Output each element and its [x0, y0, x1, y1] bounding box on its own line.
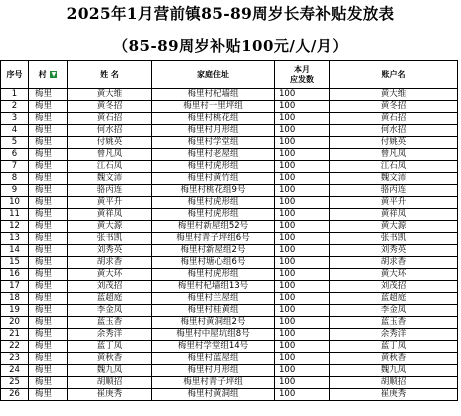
cell-account[interactable]: 胡求香 — [330, 257, 458, 269]
cell-village[interactable]: 梅里 — [29, 125, 68, 137]
cell-no[interactable]: 17 — [1, 281, 29, 293]
cell-name[interactable]: 曾凡凤 — [68, 149, 152, 161]
cell-no[interactable]: 20 — [1, 317, 29, 329]
cell-name[interactable]: 刘茂招 — [68, 281, 152, 293]
sheet-title: 2025年1月营前镇85-89周岁长寿补贴发放表 — [66, 4, 395, 23]
table-row — [1, 317, 458, 329]
cell-no[interactable]: 2 — [1, 101, 29, 113]
cell-village[interactable]: 梅里 — [29, 257, 68, 269]
cell-name[interactable]: 黄大源 — [68, 221, 152, 233]
cell-name[interactable]: 胡顺招 — [68, 377, 152, 389]
sheet-subtitle: （85-89周岁补贴100元/人/月） — [113, 37, 348, 55]
table-row — [1, 305, 458, 317]
cell-village[interactable]: 梅里 — [29, 221, 68, 233]
cell-no[interactable]: 11 — [1, 209, 29, 221]
cell-name[interactable]: 付姚英 — [68, 137, 152, 149]
header-account-label: 账户名 — [381, 69, 406, 79]
cell-no[interactable]: 23 — [1, 353, 29, 365]
cell-address[interactable]: 梅里村月形组 — [152, 365, 275, 377]
cell-amount[interactable]: 100 — [275, 305, 330, 317]
cell-account[interactable]: 蓝超庭 — [330, 293, 458, 305]
table-row — [1, 197, 458, 209]
cell-village[interactable]: 梅里 — [29, 197, 68, 209]
cell-name[interactable]: 魏文沛 — [68, 173, 152, 185]
cell-address[interactable]: 梅里村蓝屋组 — [152, 353, 275, 365]
table-row — [1, 209, 458, 221]
cell-name[interactable]: 黄祥凤 — [68, 209, 152, 221]
table-row — [1, 341, 458, 353]
cell-account[interactable]: 黄秋香 — [330, 353, 458, 365]
cell-village[interactable]: 梅里 — [29, 113, 68, 125]
header-amount-label-1: 本月 — [294, 64, 310, 74]
header-village[interactable] — [29, 61, 68, 89]
cell-amount[interactable]: 100 — [275, 113, 330, 125]
header-no[interactable] — [1, 61, 29, 89]
cell-village[interactable]: 梅里 — [29, 329, 68, 341]
cell-address[interactable]: 梅里村青子坪组 — [152, 377, 275, 389]
cell-account[interactable]: 黄石招 — [330, 113, 458, 125]
table-row — [1, 101, 458, 113]
cell-address[interactable]: 梅里村虎形组 — [152, 209, 275, 221]
filter-dropdown-icon[interactable]: ▼ — [51, 70, 57, 78]
cell-village[interactable]: 梅里 — [29, 161, 68, 173]
cell-name[interactable]: 刘秀英 — [68, 245, 152, 257]
cell-no[interactable]: 16 — [1, 269, 29, 281]
cell-address[interactable]: 梅里村兰屋组 — [152, 293, 275, 305]
cell-account[interactable]: 崔庚秀 — [330, 389, 458, 401]
cell-amount[interactable]: 100 — [275, 317, 330, 329]
cell-address[interactable]: 梅里村杞墙组 — [152, 89, 275, 101]
cell-account[interactable]: 何水招 — [330, 125, 458, 137]
cell-address[interactable]: 梅里村黄洞组 — [152, 389, 275, 401]
cell-amount[interactable]: 100 — [275, 137, 330, 149]
cell-no[interactable]: 1 — [1, 89, 29, 101]
cell-no[interactable]: 22 — [1, 341, 29, 353]
cell-amount[interactable]: 100 — [275, 281, 330, 293]
cell-amount[interactable]: 100 — [275, 125, 330, 137]
cell-no[interactable]: 7 — [1, 161, 29, 173]
cell-village[interactable]: 梅里 — [29, 305, 68, 317]
cell-address[interactable]: 梅里村黄洞组2号 — [152, 317, 275, 329]
table-row — [1, 365, 458, 377]
cell-amount[interactable]: 100 — [275, 269, 330, 281]
cell-amount[interactable]: 100 — [275, 185, 330, 197]
cell-address[interactable]: 梅里村虎形组 — [152, 269, 275, 281]
cell-no[interactable]: 25 — [1, 377, 29, 389]
cell-village[interactable]: 梅里 — [29, 365, 68, 377]
cell-account[interactable]: 魏九凤 — [330, 365, 458, 377]
cell-name[interactable]: 崔庚秀 — [68, 389, 152, 401]
cell-village[interactable]: 梅里 — [29, 353, 68, 365]
cell-address[interactable]: 梅里村塘心组6号 — [152, 257, 275, 269]
cell-amount[interactable]: 100 — [275, 293, 330, 305]
cell-no[interactable]: 5 — [1, 137, 29, 149]
cell-village[interactable]: 梅里 — [29, 293, 68, 305]
cell-account[interactable]: 蓝丁凤 — [330, 341, 458, 353]
cell-no[interactable]: 4 — [1, 125, 29, 137]
cell-name[interactable]: 蓝玉香 — [68, 317, 152, 329]
table-row — [1, 161, 458, 173]
cell-account[interactable]: 魏文沛 — [330, 173, 458, 185]
cell-address[interactable]: 梅里村桂黄组 — [152, 305, 275, 317]
table-row — [1, 233, 458, 245]
header-name-label: 姓 名 — [100, 69, 119, 79]
cell-account[interactable]: 张书凯 — [330, 233, 458, 245]
cell-amount[interactable]: 100 — [275, 257, 330, 269]
table-row — [1, 221, 458, 233]
table-row — [1, 113, 458, 125]
table-row — [1, 137, 458, 149]
cell-address[interactable]: 梅里村老屋组 — [152, 149, 275, 161]
cell-address[interactable]: 梅里村杞墙组13号 — [152, 281, 275, 293]
cell-address[interactable]: 梅里村一里坪组 — [152, 101, 275, 113]
cell-name[interactable]: 胡求香 — [68, 257, 152, 269]
cell-account[interactable]: 蓝玉香 — [330, 317, 458, 329]
cell-name[interactable]: 江石凤 — [68, 161, 152, 173]
cell-no[interactable]: 26 — [1, 389, 29, 401]
cell-address[interactable]: 梅里村黄竹组 — [152, 173, 275, 185]
cell-village[interactable]: 梅里 — [29, 173, 68, 185]
table-row — [1, 257, 458, 269]
cell-no[interactable]: 3 — [1, 113, 29, 125]
cell-account[interactable]: 黄大维 — [330, 89, 458, 101]
cell-address[interactable]: 梅里村桃花组 — [152, 113, 275, 125]
cell-amount[interactable]: 100 — [275, 245, 330, 257]
cell-amount[interactable]: 100 — [275, 377, 330, 389]
cell-village[interactable]: 梅里 — [29, 269, 68, 281]
cell-address[interactable]: 梅里村桃花组9号 — [152, 185, 275, 197]
cell-account[interactable]: 黄大源 — [330, 221, 458, 233]
header-name[interactable] — [68, 61, 152, 89]
header-row — [1, 61, 458, 89]
cell-address[interactable]: 梅里村青子坪组6号 — [152, 233, 275, 245]
cell-account[interactable]: 黄祥凤 — [330, 209, 458, 221]
table-row — [1, 149, 458, 161]
cell-village[interactable]: 梅里 — [29, 209, 68, 221]
cell-amount[interactable]: 100 — [275, 365, 330, 377]
cell-amount[interactable]: 100 — [275, 209, 330, 221]
cell-village[interactable]: 梅里 — [29, 89, 68, 101]
header-address[interactable] — [152, 61, 275, 89]
table-row — [1, 245, 458, 257]
cell-name[interactable]: 黄大环 — [68, 269, 152, 281]
cell-name[interactable]: 骆丙连 — [68, 185, 152, 197]
cell-amount[interactable]: 100 — [275, 197, 330, 209]
cell-village[interactable]: 梅里 — [29, 185, 68, 197]
table-row — [1, 377, 458, 389]
cell-amount[interactable]: 100 — [275, 89, 330, 101]
cell-village[interactable]: 梅里 — [29, 137, 68, 149]
cell-address[interactable]: 梅里村虎形组 — [152, 197, 275, 209]
cell-no[interactable]: 8 — [1, 173, 29, 185]
cell-amount[interactable]: 100 — [275, 341, 330, 353]
table-row — [1, 185, 458, 197]
cell-no[interactable]: 9 — [1, 185, 29, 197]
header-amount[interactable] — [275, 61, 330, 89]
header-amount-label-2: 应发数 — [290, 74, 314, 84]
cell-account[interactable]: 黄冬招 — [330, 101, 458, 113]
cell-village[interactable]: 梅里 — [29, 101, 68, 113]
cell-no[interactable]: 15 — [1, 257, 29, 269]
cell-amount[interactable]: 100 — [275, 329, 330, 341]
cell-address[interactable]: 梅里村新屋组52号 — [152, 221, 275, 233]
cell-amount[interactable]: 100 — [275, 173, 330, 185]
cell-village[interactable]: 梅里 — [29, 149, 68, 161]
cell-address[interactable]: 梅里村学堂组 — [152, 137, 275, 149]
cell-village[interactable]: 梅里 — [29, 389, 68, 401]
cell-address[interactable]: 梅里村新屋组2号 — [152, 245, 275, 257]
table-body — [1, 89, 458, 401]
cell-name[interactable]: 黄石招 — [68, 113, 152, 125]
cell-no[interactable]: 10 — [1, 197, 29, 209]
cell-account[interactable]: 刘秀英 — [330, 245, 458, 257]
cell-village[interactable]: 梅里 — [29, 341, 68, 353]
cell-amount[interactable]: 100 — [275, 389, 330, 401]
table-row — [1, 125, 458, 137]
cell-account[interactable]: 余秀洋 — [330, 329, 458, 341]
cell-amount[interactable]: 100 — [275, 221, 330, 233]
cell-account[interactable]: 江石凤 — [330, 161, 458, 173]
table-row — [1, 329, 458, 341]
cell-name[interactable]: 黄平升 — [68, 197, 152, 209]
cell-account[interactable]: 李金凤 — [330, 305, 458, 317]
table-row — [1, 389, 458, 401]
cell-no[interactable]: 12 — [1, 221, 29, 233]
cell-no[interactable]: 19 — [1, 305, 29, 317]
cell-name[interactable]: 黄秋香 — [68, 353, 152, 365]
cell-no[interactable]: 24 — [1, 365, 29, 377]
cell-village[interactable]: 梅里 — [29, 377, 68, 389]
cell-village[interactable]: 梅里 — [29, 233, 68, 245]
cell-amount[interactable]: 100 — [275, 101, 330, 113]
header-village-label: 村 — [38, 69, 47, 79]
cell-account[interactable]: 黄大环 — [330, 269, 458, 281]
header-account[interactable] — [330, 61, 458, 89]
table-row — [1, 269, 458, 281]
title-spacer — [0, 24, 461, 36]
table-row — [1, 89, 458, 101]
cell-name[interactable]: 李金凤 — [68, 305, 152, 317]
cell-address[interactable]: 梅里村虎形组 — [152, 161, 275, 173]
cell-name[interactable]: 魏九凤 — [68, 365, 152, 377]
cell-address[interactable]: 梅里村中屋坑组8号 — [152, 329, 275, 341]
cell-name[interactable]: 蓝丁凤 — [68, 341, 152, 353]
cell-village[interactable]: 梅里 — [29, 245, 68, 257]
cell-account[interactable]: 付姚英 — [330, 137, 458, 149]
cell-no[interactable]: 6 — [1, 149, 29, 161]
cell-account[interactable]: 黄平升 — [330, 197, 458, 209]
cell-name[interactable]: 黄冬招 — [68, 101, 152, 113]
subsidy-table — [0, 60, 458, 401]
table-row — [1, 353, 458, 365]
table-row — [1, 293, 458, 305]
cell-address[interactable]: 梅里村月形组 — [152, 125, 275, 137]
header-address-label: 家庭住址 — [197, 69, 229, 79]
cell-name[interactable]: 余秀洋 — [68, 329, 152, 341]
cell-village[interactable]: 梅里 — [29, 317, 68, 329]
cell-no[interactable]: 14 — [1, 245, 29, 257]
cell-amount[interactable]: 100 — [275, 161, 330, 173]
cell-name[interactable]: 黄大维 — [68, 89, 152, 101]
cell-no[interactable]: 21 — [1, 329, 29, 341]
cell-address[interactable]: 梅里村学堂组14号 — [152, 341, 275, 353]
cell-account[interactable]: 曾凡凤 — [330, 149, 458, 161]
cell-amount[interactable]: 100 — [275, 353, 330, 365]
cell-village[interactable]: 梅里 — [29, 281, 68, 293]
cell-name[interactable]: 何水招 — [68, 125, 152, 137]
cell-name[interactable]: 张书凯 — [68, 233, 152, 245]
table-row — [1, 281, 458, 293]
table-row — [1, 173, 458, 185]
cell-amount[interactable]: 100 — [275, 149, 330, 161]
cell-account[interactable]: 刘茂招 — [330, 281, 458, 293]
cell-no[interactable]: 18 — [1, 293, 29, 305]
cell-account[interactable]: 骆丙连 — [330, 185, 458, 197]
cell-no[interactable]: 13 — [1, 233, 29, 245]
cell-name[interactable]: 蓝超庭 — [68, 293, 152, 305]
cell-amount[interactable]: 100 — [275, 233, 330, 245]
header-no-label: 序号 — [6, 69, 23, 79]
cell-account[interactable]: 胡顺招 — [330, 377, 458, 389]
